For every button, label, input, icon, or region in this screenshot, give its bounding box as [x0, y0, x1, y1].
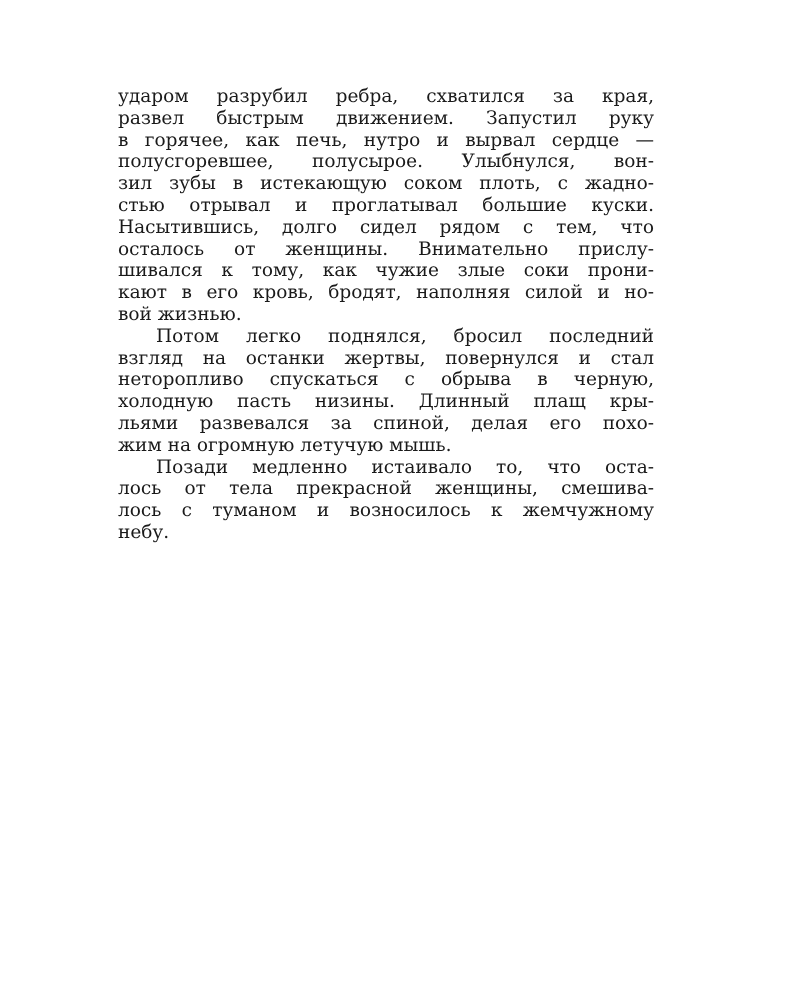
- text-line: жим на огромную летучую мышь.: [118, 434, 452, 456]
- text-line: кают в его кровь, бродят, наполняя силой и но-: [118, 282, 654, 304]
- text-line: в горячее, как печь, нутро и вырвал сердце —: [118, 129, 654, 151]
- paragraph-1: [118, 86, 654, 326]
- text-line: зил зубы в истекающую соком плоть, с жадно-: [118, 173, 654, 195]
- text-line: небу.: [118, 521, 170, 543]
- text-line: Насытившись, долго сидел рядом с тем, что: [118, 216, 654, 238]
- text-line: лось с туманом и возносилось к жемчужному: [118, 500, 654, 522]
- text-line: лось от тела прекрасной женщины, смешива-: [118, 478, 654, 500]
- paragraph-2: [118, 326, 654, 457]
- body-text: [118, 86, 654, 544]
- text-line: льями развевался за спиной, делая его похо-: [118, 412, 654, 434]
- text-line: полусгоревшее, полусырое. Улыбнулся, вон-: [118, 151, 654, 173]
- text-line: развел быстрым движением. Запустил руку: [118, 107, 654, 129]
- text-line: неторопливо спускаться с обрыва в черную,: [118, 369, 654, 391]
- text-line: ударом разрубил ребра, схватился за края,: [118, 86, 654, 107]
- text-line: осталось от женщины. Внимательно прислу-: [118, 238, 654, 260]
- text-line: Потом легко поднялся, бросил последний: [156, 325, 654, 347]
- text-line: Позади медленно истаивало то, что оста-: [156, 456, 654, 478]
- text-line: холодную пасть низины. Длинный плащ кры-: [118, 391, 654, 413]
- text-line: взгляд на останки жертвы, повернулся и стал: [118, 347, 654, 369]
- text-line: шивался к тому, как чужие злые соки прони-: [118, 260, 654, 282]
- text-line: вой жизнью.: [118, 303, 242, 325]
- text-line: стью отрывал и проглатывал большие куски.: [118, 194, 654, 216]
- paragraph-3: [118, 457, 654, 544]
